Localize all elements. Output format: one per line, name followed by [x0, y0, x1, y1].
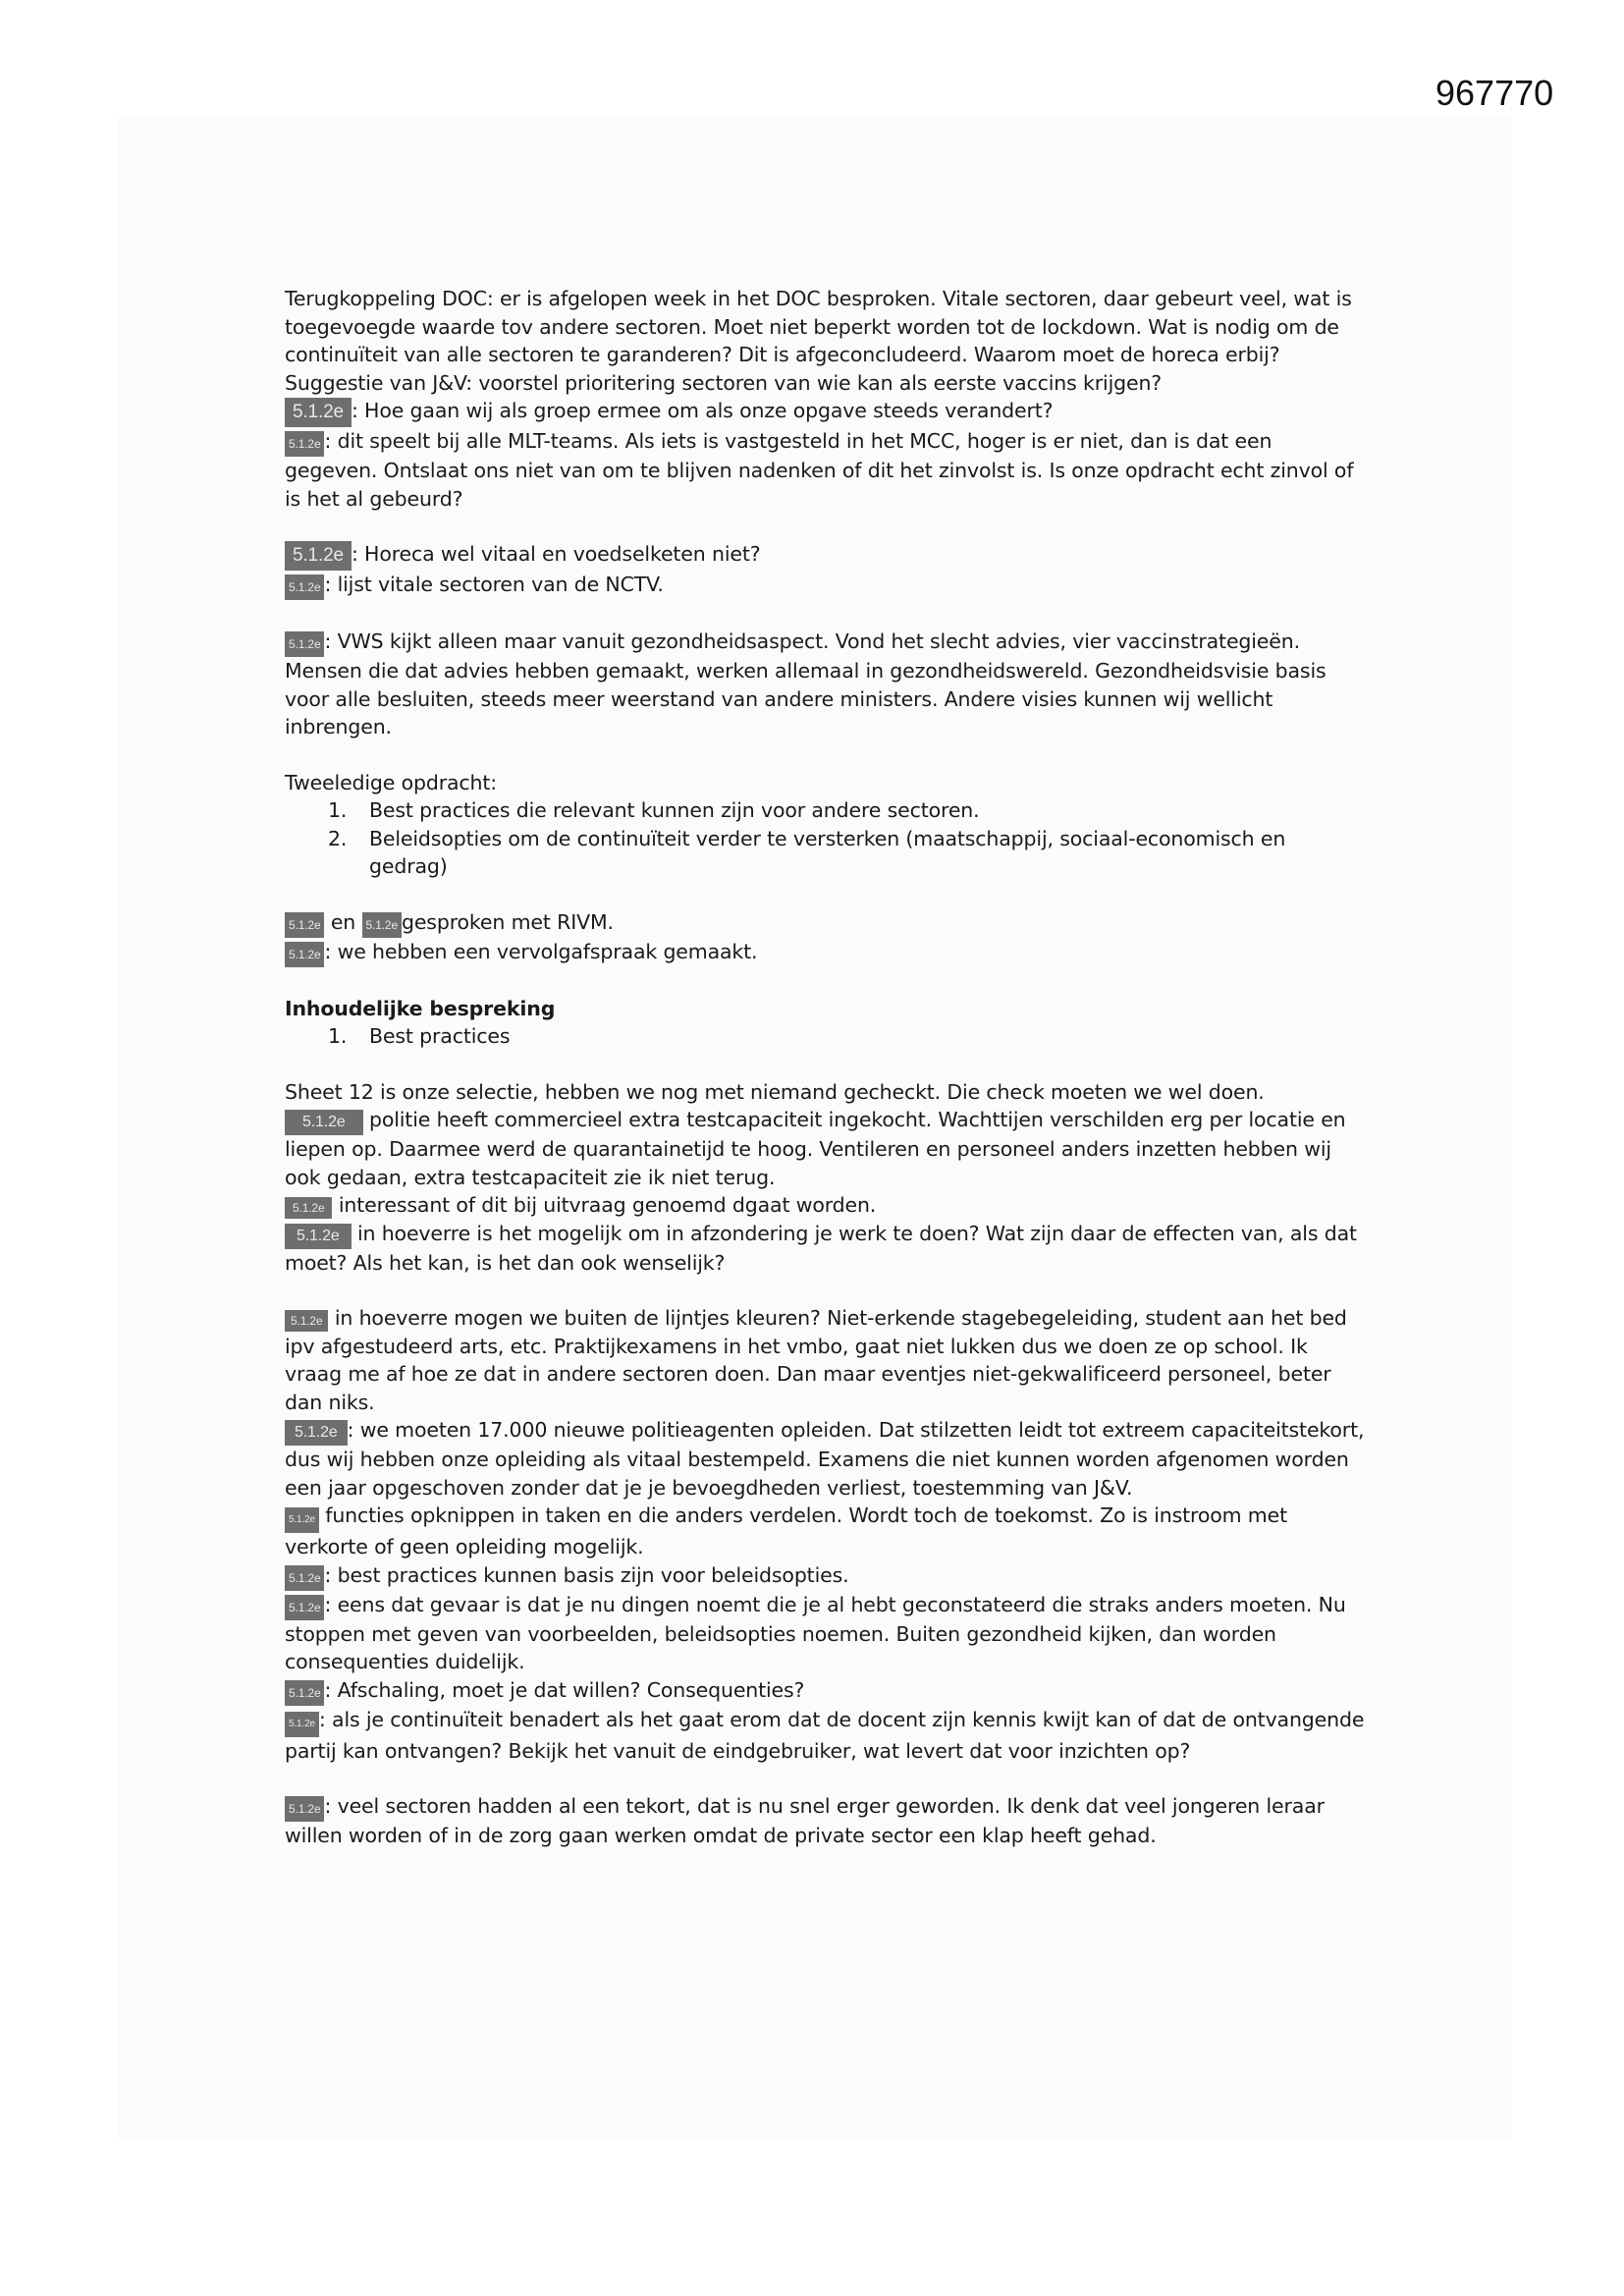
redaction: 5.1.2e [285, 1224, 352, 1249]
redaction: 5.1.2e [285, 1680, 324, 1706]
paragraph-q3: 5.1.2e : Horeca wel vitaal en voedselketen niet? [285, 540, 1365, 571]
redaction: 5.1.2e [285, 912, 324, 938]
redaction: 5.1.2e [285, 1110, 363, 1135]
redaction: 5.1.2e [285, 398, 352, 427]
paragraph-vervolg: 5.1.2e : we hebben een vervolgafspraak gemaakt. [285, 938, 1365, 967]
redaction: 5.1.2e [285, 541, 352, 571]
paragraph-afzondering: 5.1.2e in hoeverre is het mogelijk om in afzondering je werk te doen? Wat zijn daar de effecten van, als dat moet? Als het kan, is het dan ook wenselijk? [285, 1221, 1357, 1275]
redaction: 5.1.2e [285, 1197, 332, 1219]
redaction: 5.1.2e [285, 1310, 328, 1332]
paragraph-gevaar: 5.1.2e : eens dat gevaar is dat je nu dingen noemt die je al hebt geconstateerd die straks anders moeten. Nu stoppen met geven van voorbeelden, beleidsopties noemen. Buiten gezondheid kijken, dan worden consequenties duidelijk. [285, 1592, 1346, 1673]
paragraph-lijntjes: 5.1.2e in hoeverre mogen we buiten de lijntjes kleuren? Niet-erkende stagebegeleiding, student aan het bed ipv afgestudeerd arts, etc. Praktijkexamens in het vmbo, gaat niet lukken dus we doen ze op school. Ik vraag me af hoe ze dat in andere sectoren doen. Dan maar eventjes niet-gekwalificeerd personeel, beter dan niks. [285, 1306, 1347, 1414]
paragraph-rivm: 5.1.2e en 5.1.2e gesproken met RIVM. [285, 908, 1365, 938]
redaction: 5.1.2e [285, 1565, 324, 1591]
list-item: 1. Best practices [328, 1024, 511, 1048]
paragraph-q4: 5.1.2e : lijst vitale sectoren van de NCTV. [285, 571, 1365, 600]
page-number: 967770 [1435, 73, 1554, 113]
paragraph-q1: 5.1.2e : Hoe gaan wij als groep ermee om als onze opgave steeds verandert? [285, 397, 1365, 427]
paragraph-sheet12: Sheet 12 is onze selectie, hebben we nog met niemand gecheckt. Die check moeten we wel doen. [285, 1079, 1265, 1104]
redaction: 5.1.2e [362, 912, 402, 938]
heading-list [285, 1022, 1365, 1051]
paragraph-q2: 5.1.2e : dit speelt bij alle MLT-teams. Als iets is vastgesteld in het MCC, hoger is er niet, dan is dat een gegeven. Ontslaat ons niet van om te blijven nadenken of dit het zinvolst is. Is onze opdracht echt zinvol of is het al gebeurd? [285, 429, 1354, 511]
section-heading: Inhoudelijke bespreking [285, 996, 556, 1020]
redaction: 5.1.2e [285, 1507, 319, 1533]
list-item: 1. Best practices die relevant kunnen zijn voor andere sectoren. [328, 798, 980, 822]
paragraph-politie: 5.1.2e politie heeft commercieel extra testcapaciteit ingekocht. Wachttijen verschilden erg per locatie en liepen op. Daarmee werd de quarantainetijd te hoog. Ventileren en personeel anders inzetten hebben wij ook gedaan, extra testcapaciteit zie ik niet terug. [285, 1108, 1346, 1189]
paragraph-agenten: 5.1.2e : we moeten 17.000 nieuwe politieagenten opleiden. Dat stilzetten leidt tot extreem capaciteitstekort, dus wij hebben onze opleiding als vitaal bestempeld. Examens die niet kunnen worden afgenomen worden een jaar opgeschoven zonder dat je je bevoegdheden verliest, toestemming van J&V. [285, 1418, 1365, 1500]
redaction: 5.1.2e [285, 1712, 319, 1737]
paragraph-functies: 5.1.2e functies opknippen in taken en die anders verdelen. Wordt toch de toekomst. Zo is instroom met verkorte of geen opleiding mogelijk. [285, 1503, 1287, 1558]
paragraph-intro: Terugkoppeling DOC: er is afgelopen week in het DOC besproken. Vitale sectoren, daar gebeurt veel, wat is toegevoegde waarde tov andere sectoren. Moet niet beperkt worden tot de lockdown. Wat is nodig om de continuïteit van alle sectoren te garanderen? Dit is afgeconcludeerd. Waarom moet de horeca erbij? Suggestie van J&V: voorstel prioritering sectoren van wie kan als eerste vaccins krijgen? [285, 287, 1352, 395]
meeting-notes [285, 285, 1365, 1850]
redaction: 5.1.2e [285, 431, 324, 457]
redaction: 5.1.2e [285, 574, 324, 600]
redaction: 5.1.2e [285, 942, 324, 967]
paragraph-docent: 5.1.2e : als je continuïteit benadert als het gaat erom dat de docent zijn kennis kwijt kan of dat de ontvangende partij kan ontvangen? Bekijk het vanuit de eindgebruiker, wat levert dat voor inzichten op? [285, 1707, 1365, 1763]
tweeledig-title: Tweeledige opdracht: [285, 770, 498, 794]
paragraph-tekort: 5.1.2e : veel sectoren hadden al een tekort, dat is nu snel erger geworden. Ik denk dat veel jongeren leraar willen worden of in de zorg gaan werken omdat de private sector een klap heeft gehad. [285, 1794, 1325, 1847]
redaction: 5.1.2e [285, 1796, 324, 1822]
redaction: 5.1.2e [285, 1420, 348, 1446]
paragraph-afschaling: 5.1.2e : Afschaling, moet je dat willen? Consequenties? [285, 1676, 1365, 1706]
tweeledig-list [285, 796, 1365, 881]
redaction: 5.1.2e [285, 631, 324, 657]
paragraph-basis: 5.1.2e : best practices kunnen basis zijn voor beleidsopties. [285, 1561, 1365, 1591]
paragraph-q5: 5.1.2e : VWS kijkt alleen maar vanuit gezondheidsaspect. Vond het slecht advies, vier vaccinstrategieën. Mensen die dat advies hebben gemaakt, werken allemaal in gezondheidswereld. Gezondheidsvisie basis voor alle besluiten, steeds meer weerstand van andere ministers. Andere visies kunnen wij wellicht inbrengen. [285, 629, 1326, 738]
list-item: 2. Beleidsopties om de continuïteit verder te versterken (maatschappij, sociaal-economisch en gedrag) [328, 826, 1286, 878]
redaction: 5.1.2e [285, 1595, 324, 1620]
paragraph-interessant: 5.1.2e interessant of dit bij uitvraag genoemd dgaat worden. [285, 1191, 1365, 1220]
